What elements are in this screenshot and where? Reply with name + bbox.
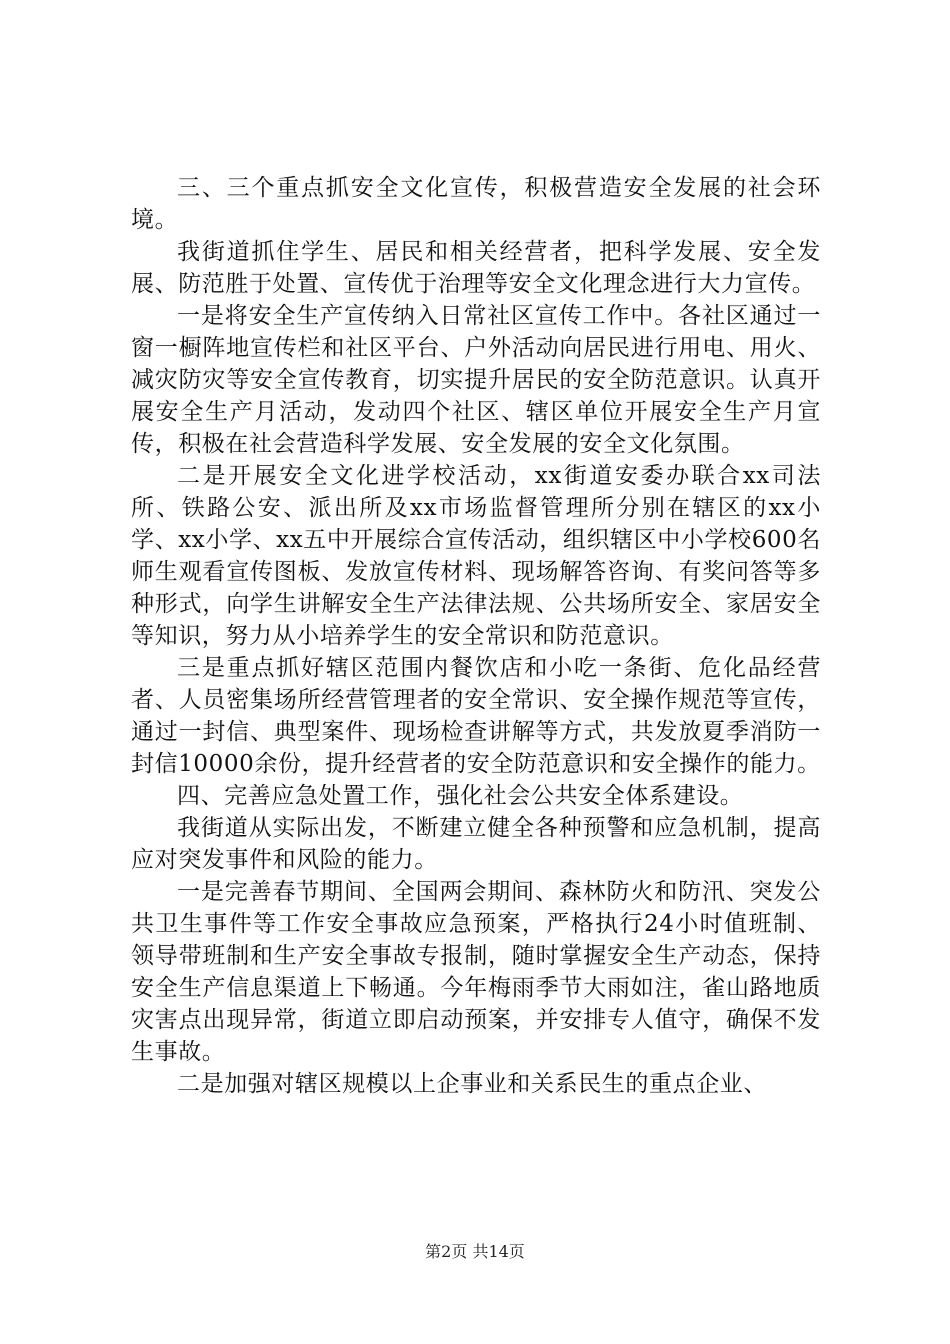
paragraph-section-four-intro: 我街道从实际出发，不断建立健全各种预警和应急机制，提高应对突发事件和风险的能力。 [131,815,821,873]
paragraph-emergency-plans: 一是完善春节期间、全国两会期间、森林防火和防汛、突发公共卫生事件等工作安全事故应急预案，严格执行24小时值班制、领导带班制和生产安全事故专报制，随时掌握安全生产动态，保持安全生产信息渠道上下畅通。今年梅雨季节大雨如注，雀山路地质灾害点出现异常，街道立即启动预案，并安排专人值守，确保不发生事故。 [131,879,821,1065]
document-body [131,172,821,1100]
paragraph-school-activities: 二是开展安全文化进学校活动，xx街道安委办联合xx司法所、铁路公安、派出所及xx市场监督管理所分别在辖区的xx小学、xx小学、xx五中开展综合宣传活动，组织辖区中小学校600名师生观看宣传图板、发放宣传材料、现场解答咨询、有奖问答等多种形式，向学生讲解安全生产法律法规、公共场所安全、家居安全等知识，努力从小培养学生的安全常识和防范意识。 [131,463,822,649]
page-number-footer: 第2页 共14页 [425,1242,525,1261]
paragraph-key-enterprises: 二是加强对辖区规模以上企事业和关系民生的重点企业、 [177,1071,767,1097]
paragraph-business-publicity: 三是重点抓好辖区范围内餐饮店和小吃一条街、危化品经营者、人员密集场所经营管理者的安全常识、安全操作规范等宣传，通过一封信、典型案件、现场检查讲解等方式，共发放夏季消防一封信10000余份，提升经营者的安全防范意识和安全操作的能力。 [131,655,821,777]
paragraph-section-three-intro: 我街道抓住学生、居民和相关经营者，把科学发展、安全发展、防范胜于处置、宣传优于治理等安全文化理念进行大力宣传。 [131,239,821,297]
paragraph-section-three-heading: 三、三个重点抓安全文化宣传，积极营造安全发展的社会环境。 [131,175,821,233]
paragraph-section-four-heading: 四、完善应急处置工作，强化社会公共安全体系建设。 [177,783,744,809]
paragraph-community-publicity: 一是将安全生产宣传纳入日常社区宣传工作中。各社区通过一窗一橱阵地宣传栏和社区平台、户外活动向居民进行用电、用火、减灾防灾等安全宣传教育，切实提升居民的安全防范意识。认真开展安全生产月活动，发动四个社区、辖区单位开展安全生产月宣传，积极在社会营造科学发展、安全发展的安全文化氛围。 [131,303,821,457]
